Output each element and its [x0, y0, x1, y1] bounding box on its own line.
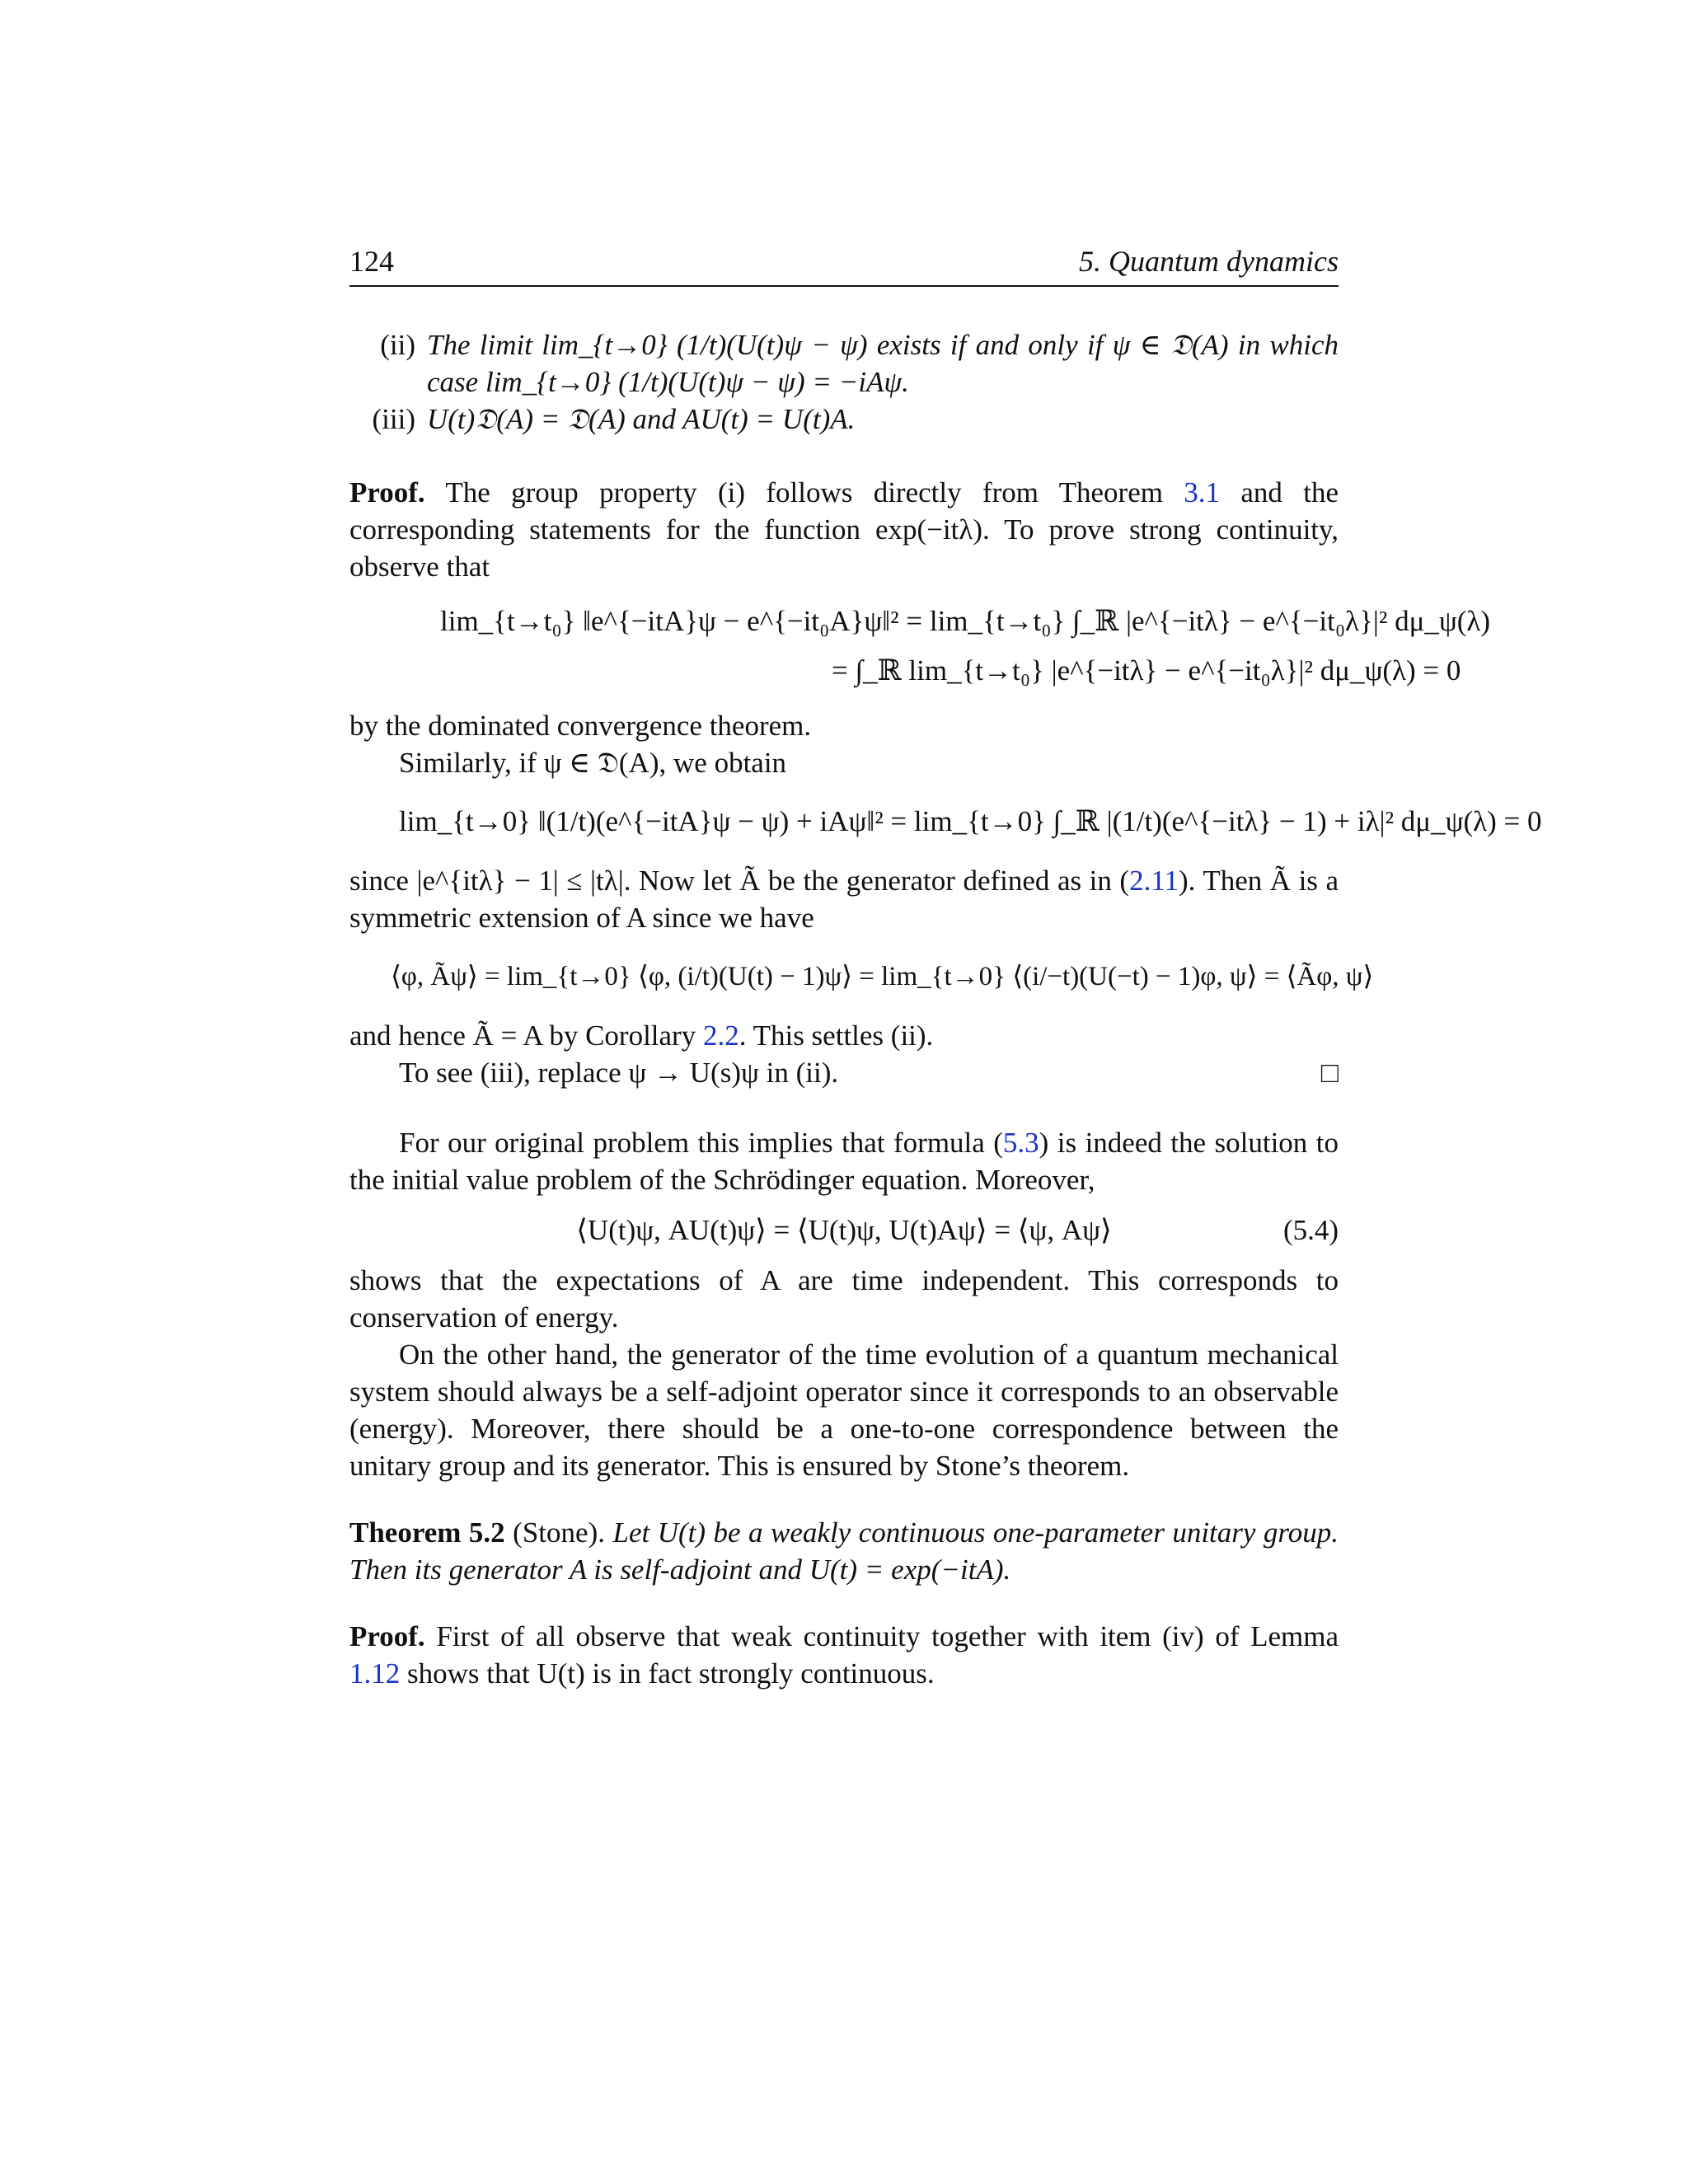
equation-line: = ∫_ℝ lim_{t→t₀} |e^{−itλ} − e^{−it₀λ}|² dμ_ψ(λ) = 0 — [832, 654, 1461, 687]
running-header — [349, 243, 1339, 287]
item-number: (iii) — [372, 403, 415, 435]
qed-symbol: □ — [1320, 1057, 1339, 1089]
proof-label: Proof. — [349, 476, 425, 509]
paragraph: by the dominated convergence theorem. — [349, 710, 812, 742]
reference-link[interactable]: 3.1 — [1184, 476, 1221, 509]
reference-link[interactable]: 2.11 — [1129, 865, 1179, 897]
proof-paragraph: Proof. First of all observe that weak continuity together with item (iv) of Lemma 1.12 shows that U(t) is in fact strongly continuous. — [349, 1620, 1339, 1690]
theorem-statement: Let U(t) be a weakly continuous one-parameter unitary group. Then its generator A is self-adjoint and U(t) = exp(−itA). — [349, 1516, 1339, 1586]
paragraph: To see (iii), replace ψ → U(s)ψ in (ii). □ — [349, 1054, 1339, 1091]
equation-line: lim_{t→t₀} ‖e^{−itA}ψ − e^{−it₀A}ψ‖² = lim_{t→t₀} ∫_ℝ |e^{−itλ} − e^{−it₀λ}|² dμ_ψ(λ) — [440, 605, 1491, 637]
item-text: U(t)𝔇(A) = 𝔇(A) and AU(t) = U(t)A. — [427, 403, 856, 435]
chapter-title: 5. Quantum dynamics — [1079, 245, 1339, 278]
reference-link[interactable]: 2.2 — [702, 1019, 739, 1052]
equation-body: ⟨U(t)ψ, AU(t)ψ⟩ = ⟨U(t)ψ, U(t)Aψ⟩ = ⟨ψ, Aψ⟩ — [576, 1214, 1112, 1246]
page-number: 124 — [349, 245, 394, 278]
theorem-name: (Stone). — [504, 1516, 605, 1549]
proof-paragraph: Proof. The group property (i) follows directly from Theorem 3.1 and the corresponding statements for the function exp(−itλ). To prove strong continuity, observe that — [349, 476, 1339, 583]
item-iii — [349, 401, 1339, 438]
equation-5-4 — [349, 1212, 1339, 1249]
paragraph: Similarly, if ψ ∈ 𝔇(A), we obtain — [399, 747, 787, 779]
proof-label: Proof. — [349, 1620, 425, 1652]
page — [349, 243, 1542, 1692]
item-number: (ii) — [380, 329, 415, 361]
equation-number: (5.4) — [1282, 1214, 1339, 1246]
theorem-items — [349, 326, 1339, 438]
paragraph: and hence Ã = A by Corollary 2.2. This settles (ii). — [349, 1019, 934, 1052]
item-ii — [349, 326, 1339, 401]
reference-link[interactable]: 5.3 — [1002, 1127, 1039, 1159]
paragraph: On the other hand, the generator of the time evolution of a quantum mechanical system should always be a self-adjoint operator since it corresponds to an observable (energy). Moreover, there should be a one-to-one correspondence between the unitary group and its generator. This is ensured by Stone’s theorem. — [349, 1338, 1339, 1482]
theorem-5-2 — [349, 1514, 1339, 1588]
theorem-label: Theorem 5.2 — [349, 1516, 505, 1549]
paragraph: since |e^{itλ} − 1| ≤ |tλ|. Now let Ã be the generator defined as in (2.11). Then Ã is a symmetric extension of A since we have — [349, 865, 1339, 934]
paragraph: shows that the expectations of A are time independent. This corresponds to conservation of energy. — [349, 1264, 1339, 1333]
equation-strong-continuity — [349, 597, 1491, 696]
equation-symmetric: ⟨φ, Ãψ⟩ = lim_{t→0} ⟨φ, (i/t)(U(t) − 1)ψ⟩ = lim_{t→0} ⟨(i/−t)(U(−t) − 1)φ, ψ⟩ = ⟨Ãφ, ψ⟩ — [391, 962, 1374, 991]
item-text: The limit lim_{t→0} (1/t)(U(t)ψ − ψ) exists if and only if ψ ∈ 𝔇(A) in which case lim_{t→0} (1/t)(U(t)ψ − ψ) = −iAψ. — [427, 329, 1339, 398]
equation-derivative: lim_{t→0} ‖(1/t)(e^{−itA}ψ − ψ) + iAψ‖² = lim_{t→0} ∫_ℝ |(1/t)(e^{−itλ} − 1) + iλ|² dμ_ψ(λ) = 0 — [399, 805, 1542, 837]
reference-link[interactable]: 1.12 — [349, 1657, 401, 1690]
paragraph: For our original problem this implies that formula (5.3) is indeed the solution to the initial value problem of the Schrödinger equation. Moreover, — [349, 1127, 1339, 1196]
